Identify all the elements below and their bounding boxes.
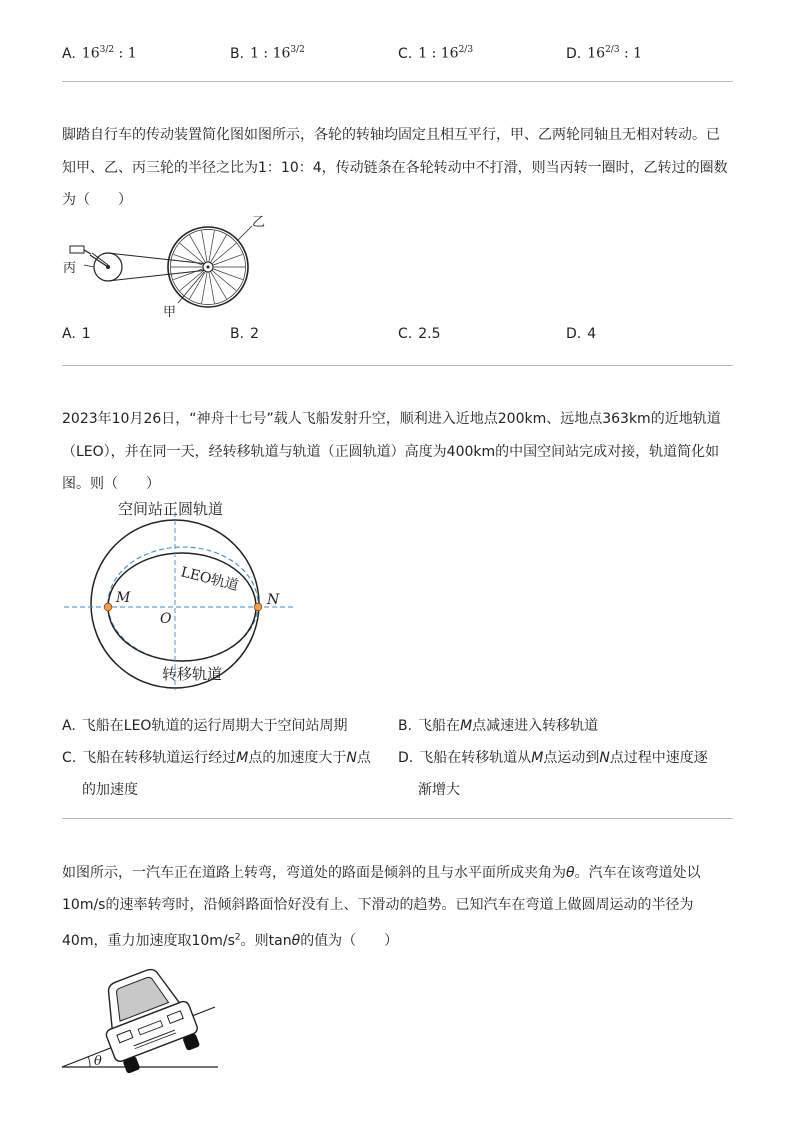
option-text-tail: 点 [356,750,371,766]
option-text-mid: 点的加速度大于 [248,750,347,766]
option-letter: A. [62,718,76,734]
orbit-diagram [60,494,300,694]
q3-stem-line-3 [62,930,398,950]
option-text: 16 [587,45,606,62]
label-jia: 甲 [163,305,177,320]
q3-text-tail: 。汽车在该弯道处以 [574,865,701,881]
divider [62,365,733,366]
label-theta: θ [94,1054,102,1069]
option-exponent: 2/3 [458,45,474,55]
wheel-spoke [208,243,236,267]
option-text-mid: 点运动到 [543,750,600,766]
option-letter: A. [62,326,76,342]
bicycle-transmission-diagram [60,212,270,320]
option-letter: C. [62,750,77,766]
option-letter: A. [62,45,76,62]
option-var: N [599,750,610,766]
q3-text-tail: 的值为（ ） [300,933,399,949]
option-text: 1 : 16 [250,45,291,62]
option-letter: D. [566,45,582,62]
option-text-tail: 点减速进入转移轨道 [472,718,599,734]
q3-var-theta: θ [566,865,575,881]
option-letter: C. [398,45,413,62]
option-text: 1 : 16 [418,45,459,62]
q1-option-b[interactable] [230,326,259,342]
q2-option-b[interactable] [398,715,598,735]
car-on-slope-diagram [60,955,230,1073]
option-exponent: 2/3 [605,45,620,55]
label-bing: 丙 [63,261,77,276]
q2-stem-line-2: （LEO），并在同一天，经转移轨道与轨道（正圆轨道）高度为400km的中国空间站完成对接，轨道简化如 [62,444,720,460]
q1-stem-line-1: 脚踏自行车的传动装置简化图如图所示，各轮的转轴均固定且相互平行，甲、乙两轮同轴且无相对转动。已 [62,127,720,143]
wheel-spoke [180,243,208,267]
q1-option-a[interactable] [62,326,91,342]
q1-option-c[interactable] [398,326,441,342]
option-var: N [346,750,357,766]
option-letter: D. [566,326,582,342]
option-text: 飞船在转移轨道运行经过 [82,750,237,766]
q1-stem-line-2: 知甲、乙、丙三轮的半径之比为1：10：4，传动链条在各轮转动中不打滑，则当丙转一圈时，乙转过的圈数 [62,160,728,176]
label-o: O [160,611,172,627]
option-text: 飞船在转移轨道从 [419,750,532,766]
option-tail: : 1 [114,45,137,62]
wheel-spoke [208,267,243,280]
bicycle-transmission-figure [60,212,270,320]
option-exponent: 3/2 [99,45,115,55]
label-leo-orbit: LEO轨道 [179,564,241,595]
q2-stem-line-3: 图。则（ ） [62,476,160,492]
option-var: M [236,750,249,766]
option-letter: B. [230,326,245,342]
q0-option-a[interactable] [62,45,137,62]
q3-var-theta: θ [291,933,301,949]
option-text: 16 [81,45,100,62]
q1-stem-line-3: 为（ ） [62,192,132,208]
q0-option-d[interactable] [566,45,642,62]
q2-stem-line-1: 2023年10月26日，“神舟十七号”载人飞船发射升空，顺利进入近地点200km、远地点363km的近地轨道 [62,411,721,427]
option-var: M [531,750,544,766]
option-var: M [460,718,473,734]
label-station-orbit: 空间站正圆轨道 [118,500,224,518]
label-n: N [267,592,280,608]
q2-option-d-line-2: 渐增大 [418,782,460,798]
label-m: M [116,590,131,606]
q3-stem-line-1 [62,862,701,882]
option-text: 飞船在LEO轨道的运行周期大于空间站周期 [81,718,348,734]
wheel-spoke [208,254,243,267]
option-letter: B. [398,718,413,734]
q3-text: 40m，重力加速度取10m/s [62,933,235,949]
car-on-slope-figure [60,955,230,1073]
wheel-spoke [180,267,208,291]
divider [62,81,733,82]
orbit-figure [60,494,300,694]
q3-text-mid: 。则tan [240,933,292,949]
label-yi: 乙 [252,215,266,230]
q2-option-d[interactable] [398,747,708,767]
q1-option-d[interactable] [566,326,596,342]
option-letter: D. [398,750,414,766]
option-letter: C. [398,326,413,342]
wheel-spoke [208,267,236,291]
q2-option-c[interactable] [62,747,371,767]
option-exponent: 3/2 [290,45,305,55]
q3-text: 如图所示，一汽车正在道路上转弯，弯道处的路面是倾斜的且与水平面所成夹角为 [62,865,566,881]
label-transfer-orbit: 转移轨道 [162,665,223,683]
option-text: 2.5 [418,326,441,342]
option-letter: B. [230,45,245,62]
q2-option-a[interactable] [62,715,347,735]
q3-stem-line-2: 10m/s的速率转弯时，沿倾斜路面恰好没有上、下滑动的趋势。已知汽车在弯道上做圆周运动的半径为 [62,897,694,913]
option-text: 飞船在 [418,718,461,734]
q2-option-c-line-2: 的加速度 [82,782,138,798]
option-text-tail: 点过程中速度逐 [609,750,708,766]
q0-option-c[interactable] [398,45,473,62]
option-text: 4 [587,326,597,342]
option-tail: : 1 [619,45,643,62]
option-text: 1 [81,326,91,342]
divider [62,818,733,819]
q3-exponent: 2 [234,932,241,943]
q0-option-b[interactable] [230,45,305,62]
option-text: 2 [250,326,259,342]
